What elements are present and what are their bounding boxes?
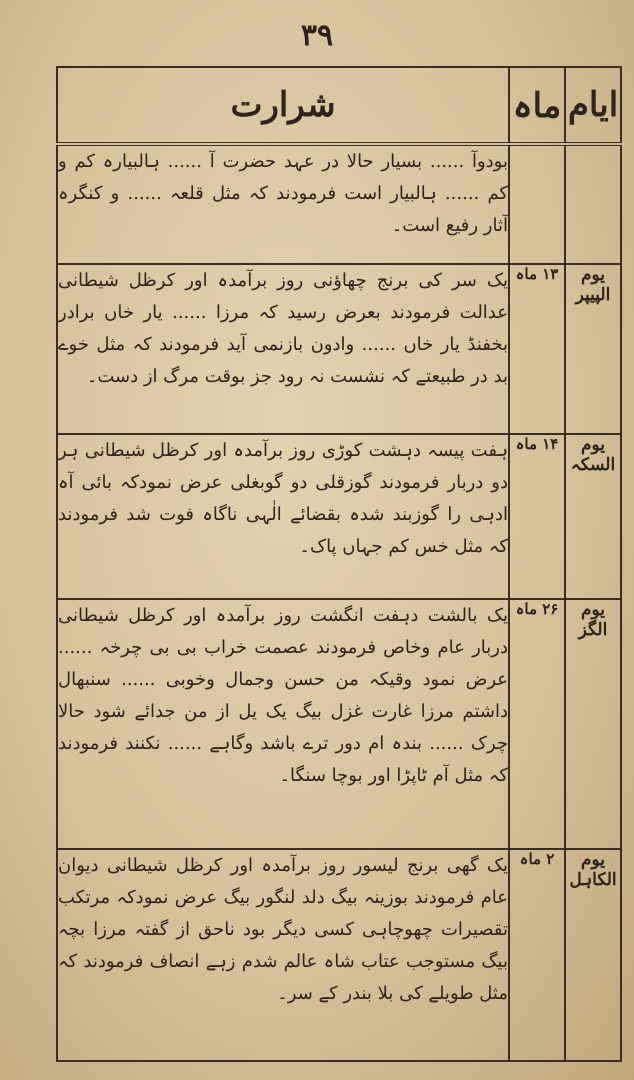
entry-cell xyxy=(57,849,509,1061)
header-row xyxy=(57,67,621,144)
table-row xyxy=(57,599,621,849)
table-row xyxy=(57,144,621,264)
day-cell: یوم الپیپر xyxy=(565,264,621,434)
month-cell: ۱۳ ماہ xyxy=(509,264,565,434)
table-row xyxy=(57,264,621,434)
header-month: ماہ xyxy=(509,67,565,144)
entry-text: یک بالشت دہفت انگشت روز برآمدہ اور کرظل شیطانی دربار عام وخاص فرمودند عصمت خراب بی بی چرخہ ...... عرض نمود وقیکہ من حسن وجمال وخوبی ...... سنبھال داشتم مرزا غارت غزل بیگ یک یل از من جدائے شود حالا چرک ...... بندہ ام دور ترے باشد وگاہے ...... نکنند فرمودند کہ مثل آم ٹاپڑا اور بوچا سنگا۔ xyxy=(58,605,508,786)
entry-text: یک گھی برنج لیسور روز برآمدہ اور کرظل شیطانی دیوان عام فرمودند بوزینہ بیگ دلد لنگور بیگ عرض نمودکہ مرتکب تقصیرات چھوچاہی کسی دیگر بود ناحق از گفتہ مرزا بچہ بیگ مستوجب عتاب شاہ عالم شدم زہے انصاف فرمودند کہ مثل طویلے کی بلا بندر کے سر۔ xyxy=(58,855,508,1004)
month-cell: ۲۶ ماہ xyxy=(509,599,565,849)
ledger-table xyxy=(56,66,622,1062)
month-cell: ۱۴ ماہ xyxy=(509,434,565,599)
entry-text: بودوآ ...... بسیار حالا در عہد حضرت آ ...... ہالبیارہ کم و کم ...... ہالبیار است فرمودند کہ مثل قلعہ ...... و کنگرہ آثار رفیع است۔ xyxy=(58,151,508,236)
day-cell: یوم الکاہل xyxy=(565,849,621,1061)
table-row xyxy=(57,434,621,599)
page-number: ۳۹ xyxy=(300,18,334,53)
entry-cell xyxy=(57,264,509,434)
table-row xyxy=(57,849,621,1061)
entry-cell xyxy=(57,434,509,599)
day-cell: یوم الگز xyxy=(565,599,621,849)
header-days: ایام xyxy=(565,67,621,144)
day-cell xyxy=(565,144,621,264)
entry-text: یک سر کی برنج چھاؤنی روز برآمدہ اور کرظل شیطانی عدالت فرمودند بعرض رسید کہ مرزا ...... یار خاں برادر بخفنڈ یار خاں ...... وادون بازنمی آید فرمودند کہ مثل خوے بد در طبیعتے کہ نشست نہ رود جز بوقت مرگ از دست۔ xyxy=(58,270,508,387)
day-cell: یوم السکہ xyxy=(565,434,621,599)
header-mischief: شرارت xyxy=(57,67,509,144)
month-cell: ۲ ماہ xyxy=(509,849,565,1061)
month-cell xyxy=(509,144,565,264)
entry-cell xyxy=(57,599,509,849)
entry-cell xyxy=(57,144,509,264)
entry-text: ہفت پیسہ دہشت کوڑی روز برآمدہ اور کرظل شیطانی ہر دو دربار فرمودند گوزقلی دو گوبغلی عرض نمودکہ بائی آہ ادہی را گوزبند شدہ بقضائے الٰہی ناگاہ فوت شد فرمودند کہ مثل خس کم جہاں پاک۔ xyxy=(58,440,508,557)
